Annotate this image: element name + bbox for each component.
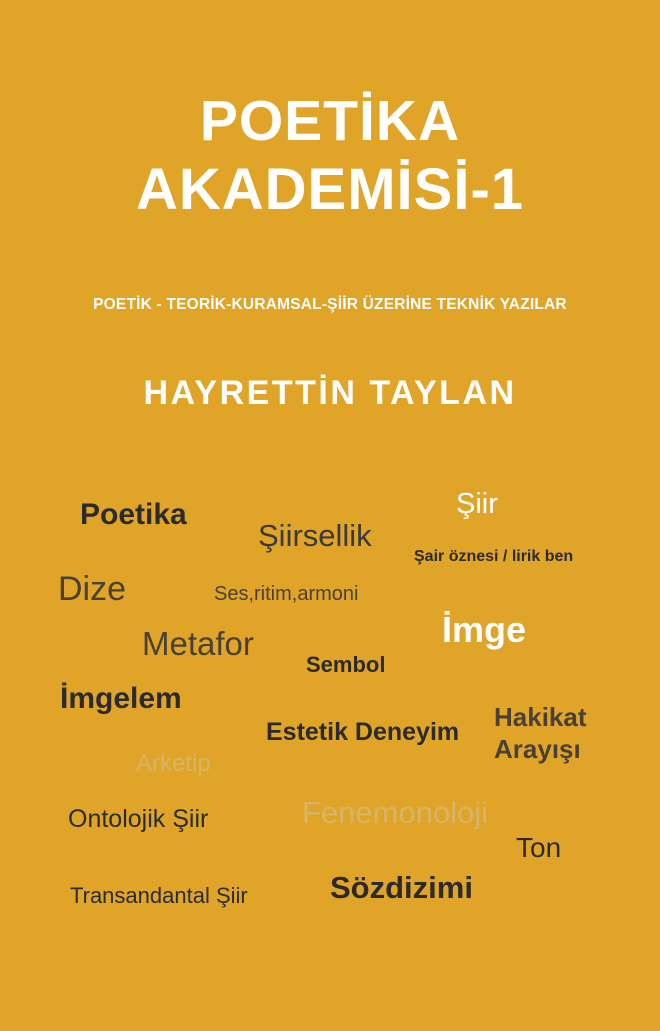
word-cloud-item: Arketip [136, 750, 211, 777]
word-cloud-item: Dize [58, 570, 127, 608]
word-cloud-item: Metafor [142, 625, 254, 662]
word-cloud-item: Ses,ritim,armoni [214, 583, 359, 605]
word-cloud-item: Arayışı [494, 734, 581, 764]
word-cloud-item: Sembol [306, 652, 386, 677]
title-line-1: POETİKA [199, 89, 461, 153]
title-line-2: AKADEMİSİ-1 [135, 157, 525, 223]
word-cloud-item: Transandantal Şiir [70, 883, 248, 908]
word-cloud-item: Ton [516, 832, 562, 863]
word-cloud [0, 462, 660, 982]
word-cloud-item: Poetika [80, 498, 187, 531]
book-title [0, 89, 660, 223]
word-cloud-item: Hakikat [494, 702, 587, 732]
book-subtitle: POETİK - TEORİK-KURAMSAL-ŞİİR ÜZERİNE TEKNİK YAZILAR [93, 296, 567, 313]
word-cloud-item: Fenemonoloji [302, 795, 489, 830]
word-cloud-item: İmge [442, 609, 527, 650]
word-cloud-item: İmgelem [60, 682, 182, 715]
word-cloud-item: Ontolojik Şiir [68, 805, 209, 833]
word-cloud-item: Şair öznesi / lirik ben [414, 548, 574, 565]
book-author: HAYRETTİN TAYLAN [143, 374, 517, 412]
word-cloud-item: Şiirsellik [258, 518, 372, 553]
word-cloud-item: Sözdizimi [330, 870, 473, 905]
word-cloud-item: Şiir [456, 488, 498, 520]
word-cloud-item: Estetik Deneyim [266, 718, 460, 746]
